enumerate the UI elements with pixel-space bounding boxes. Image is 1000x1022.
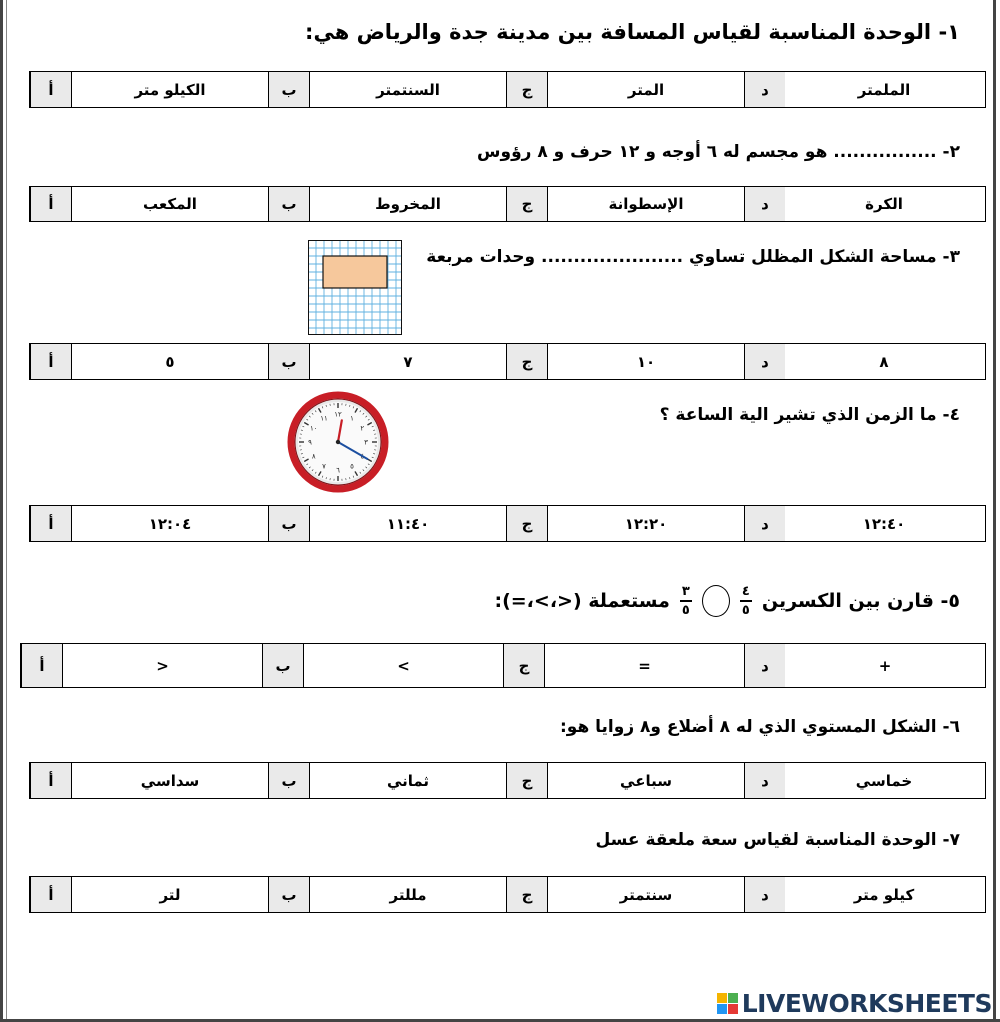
question-3: ٣- مساحة الشكل المظلل تساوي ...................... وحدات مربعة — [426, 247, 960, 267]
question-1: ١- الوحدة المناسبة لقياس المسافة بين مدينة جدة والرياض هي: — [305, 20, 960, 44]
page-frame-left-inner — [6, 0, 7, 1022]
option-d[interactable]: الملمتر — [857, 80, 911, 99]
answer-row-1 — [29, 71, 986, 108]
clock-numeral: ٨ — [311, 452, 316, 461]
option-a[interactable]: < — [62, 644, 262, 687]
option-b[interactable]: > — [303, 644, 503, 687]
option-label-c: ج — [506, 72, 547, 107]
option-label-c: ج — [506, 506, 547, 541]
clock-numeral: ١١ — [320, 414, 328, 423]
option-label-d: د — [744, 344, 785, 379]
option-d[interactable]: الكرة — [865, 195, 903, 213]
clock-icon — [287, 391, 389, 493]
option-label-d: د — [744, 187, 785, 221]
option-label-a: أ — [30, 506, 71, 541]
fraction-left-numerator: ٤ — [741, 584, 750, 600]
option-c[interactable]: المتر — [547, 72, 744, 107]
answer-row-2 — [29, 186, 986, 222]
answer-row-4 — [29, 505, 986, 542]
clock-numeral: ٦ — [336, 466, 340, 475]
answer-row-5 — [20, 643, 986, 688]
page-frame-left — [0, 0, 3, 1022]
option-label-d: د — [744, 72, 785, 107]
option-c[interactable]: سباعي — [547, 763, 744, 798]
question-5-prefix: ٥- قارن بين الكسرين — [761, 590, 960, 612]
option-c[interactable]: سنتمتر — [547, 877, 744, 912]
option-label-a: أ — [30, 187, 71, 221]
option-label-d: د — [744, 644, 785, 687]
shaded-grid-figure — [308, 240, 402, 335]
clock-numeral: ٧ — [322, 462, 326, 471]
option-label-b: ب — [268, 344, 309, 379]
option-a[interactable]: المكعب — [71, 187, 268, 221]
option-label-d: د — [744, 763, 785, 798]
option-d[interactable]: خماسي — [855, 771, 913, 790]
option-a[interactable]: ١٢:٠٤ — [71, 506, 268, 541]
option-label-a: أ — [21, 644, 62, 687]
question-5 — [494, 585, 960, 617]
option-b[interactable]: ثماني — [309, 763, 506, 798]
clock-numeral: ١ — [350, 414, 354, 423]
logo-text: LIVEWORKSHEETS — [741, 989, 992, 1018]
option-label-c: ج — [506, 187, 547, 221]
clock-numeral: ٥ — [350, 462, 354, 471]
option-label-b: ب — [268, 187, 309, 221]
option-a[interactable]: سداسي — [71, 763, 268, 798]
fraction-right-denominator: ٥ — [681, 602, 690, 618]
logo-mark-icon — [717, 993, 738, 1014]
option-label-d: د — [744, 877, 785, 912]
fraction-right-numerator: ٣ — [681, 584, 690, 600]
option-label-a: أ — [30, 877, 71, 912]
option-d[interactable]: + — [878, 656, 892, 675]
option-b[interactable]: ٧ — [309, 344, 506, 379]
option-label-a: أ — [30, 763, 71, 798]
answer-row-3 — [29, 343, 986, 380]
option-a[interactable]: لتر — [71, 877, 268, 912]
option-label-b: ب — [262, 644, 303, 687]
answer-row-7 — [29, 876, 986, 913]
option-d[interactable]: كيلو متر — [853, 885, 915, 904]
option-label-b: ب — [268, 72, 309, 107]
answer-row-6 — [29, 762, 986, 799]
clock-numeral: ٩ — [308, 438, 312, 447]
fraction-left-denominator: ٥ — [741, 602, 750, 618]
liveworksheets-logo — [717, 989, 992, 1018]
option-label-a: أ — [30, 72, 71, 107]
option-a[interactable]: الكيلو متر — [71, 72, 268, 107]
option-d[interactable]: ١٢:٤٠ — [862, 514, 906, 533]
question-5-suffix: مستعملة (<،>،=): — [494, 590, 670, 612]
question-2: ٢- ................ هو مجسم له ٦ أوجه و ١٢ حرف و ٨ رؤوس — [477, 142, 960, 162]
option-label-b: ب — [268, 763, 309, 798]
option-label-c: ج — [506, 763, 547, 798]
option-label-d: د — [744, 506, 785, 541]
option-b[interactable]: ١١:٤٠ — [309, 506, 506, 541]
option-label-c: ج — [506, 877, 547, 912]
fraction-left — [740, 585, 752, 617]
option-label-c: ج — [503, 644, 544, 687]
clock-numeral: ١٠ — [309, 424, 318, 433]
question-4: ٤- ما الزمن الذي تشير الية الساعة ؟ — [659, 405, 960, 425]
clock-numeral: ٢ — [360, 424, 365, 433]
option-b[interactable]: مللتر — [309, 877, 506, 912]
option-a[interactable]: ٥ — [71, 344, 268, 379]
page-frame-right — [993, 0, 996, 1022]
option-c[interactable]: = — [544, 644, 744, 687]
option-label-b: ب — [268, 506, 309, 541]
question-7: ٧- الوحدة المناسبة لقياس سعة ملعقة عسل — [595, 830, 960, 850]
question-6: ٦- الشكل المستوي الذي له ٨ أضلاع و٨ زوايا هو: — [560, 717, 960, 737]
option-c[interactable]: ١٠ — [547, 344, 744, 379]
fraction-right — [680, 585, 692, 617]
option-label-b: ب — [268, 877, 309, 912]
option-b[interactable]: المخروط — [309, 187, 506, 221]
option-label-c: ج — [506, 344, 547, 379]
comparison-blank[interactable] — [702, 585, 730, 617]
option-b[interactable]: السنتمتر — [309, 72, 506, 107]
option-d[interactable]: ٨ — [879, 352, 889, 371]
option-c[interactable]: الإسطوانة — [547, 187, 744, 221]
clock-numeral: ٣ — [364, 438, 368, 447]
option-c[interactable]: ١٢:٢٠ — [547, 506, 744, 541]
clock-numeral: ١٢ — [334, 410, 342, 419]
option-label-a: أ — [30, 344, 71, 379]
